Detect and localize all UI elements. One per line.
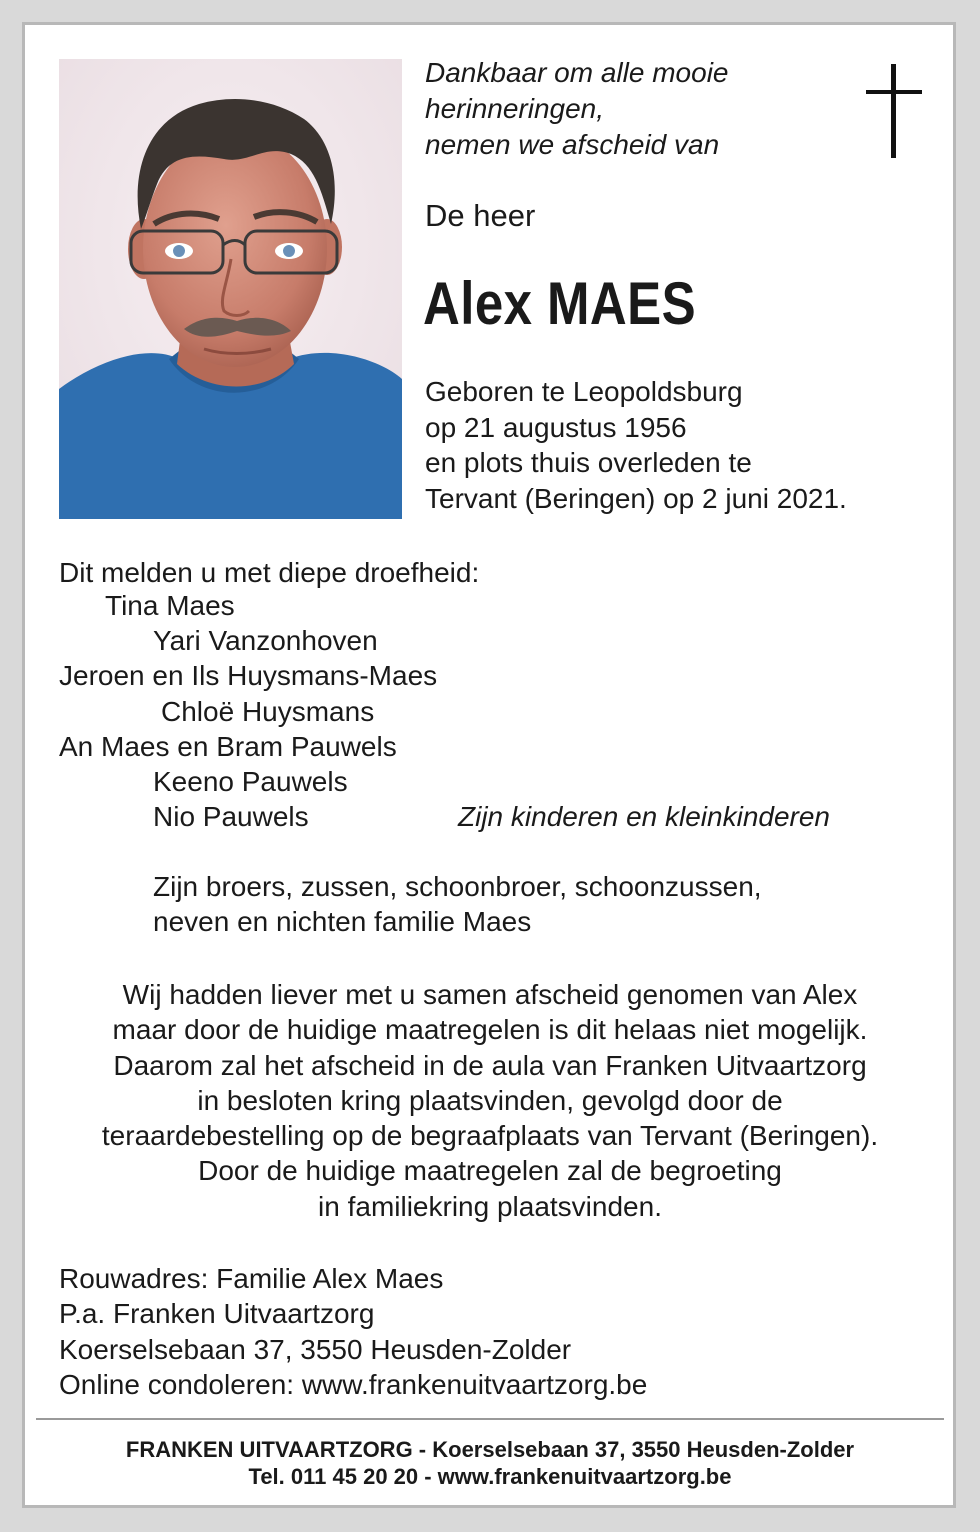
intro-line: Dankbaar om alle mooie — [425, 57, 729, 88]
intro-line: nemen we afscheid van — [425, 129, 720, 160]
life-line: Geboren te Leopoldsburg — [425, 376, 743, 407]
family-member: Yari Vanzonhoven — [153, 625, 378, 656]
message-line: in familiekring plaatsvinden. — [318, 1190, 662, 1222]
honorific: De heer — [425, 198, 536, 233]
family-member: Keeno Pauwels — [153, 766, 348, 797]
cross-icon — [866, 64, 922, 158]
message-line: Daarom zal het afscheid in de aula van Franken Uitvaartzorg — [113, 1049, 867, 1081]
family-member: Nio Pauwels — [153, 801, 309, 832]
relatives-line: Zijn broers, zussen, schoonbroer, schoonzussen, — [153, 871, 762, 902]
life-line: en plots thuis overleden te — [425, 447, 752, 478]
life-line: op 21 augustus 1956 — [425, 411, 687, 443]
footer-line: FRANKEN UITVAARTZORG - Koerselsebaan 37, 3550 Heusden-Zolder — [125, 1437, 855, 1462]
announcement: Dit melden u met diepe droefheid: — [59, 557, 480, 588]
life-line: Tervant (Beringen) op 2 juni 2021. — [425, 482, 847, 514]
address-line: Rouwadres: Familie Alex Maes — [59, 1263, 444, 1294]
message-line: Door de huidige maatregelen zal de begroeting — [198, 1155, 782, 1187]
family-member: Jeroen en Ils Huysmans-Maes — [59, 660, 438, 691]
portrait-photo — [59, 59, 402, 519]
family-caption: Zijn kinderen en kleinkinderen — [458, 801, 830, 832]
address-line: Online condoleren: www.frankenuitvaartzorg.be — [59, 1369, 648, 1400]
message-line: Wij hadden liever met u samen afscheid genomen van Alex — [122, 979, 858, 1010]
deceased-name: Alex MAES — [423, 270, 697, 337]
footer-line: Tel. 011 45 20 20 - www.frankenuitvaartzorg.be — [248, 1464, 732, 1489]
relatives-line: neven en nichten familie Maes — [153, 906, 532, 937]
intro-text — [425, 55, 729, 163]
footer — [0, 1436, 980, 1490]
message-line: teraardebestelling op de begraafplaats van Tervant (Beringen). — [101, 1120, 879, 1152]
address-line: P.a. Franken Uitvaartzorg — [59, 1298, 375, 1329]
address-line: Koerselsebaan 37, 3550 Heusden-Zolder — [59, 1334, 572, 1365]
family-member: Chloë Huysmans — [161, 696, 375, 727]
intro-line: herinneringen, — [425, 93, 605, 124]
family-member: An Maes en Bram Pauwels — [59, 731, 397, 762]
family-member: Tina Maes — [105, 590, 235, 621]
message-line: maar door de huidige maatregelen is dit helaas niet mogelijk. — [112, 1014, 868, 1046]
message-block — [0, 977, 980, 1224]
message-line: in besloten kring plaatsvinden, gevolgd door de — [197, 1084, 783, 1116]
footer-divider — [36, 1418, 944, 1420]
life-details — [425, 374, 847, 516]
